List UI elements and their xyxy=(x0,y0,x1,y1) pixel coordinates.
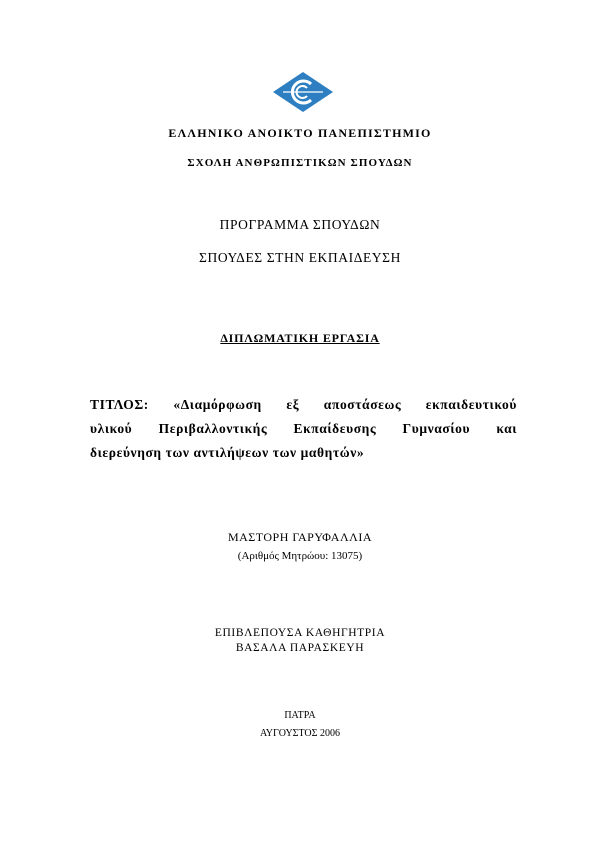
registration-number: (Αριθμός Μητρώου: 13075) xyxy=(237,550,363,562)
thesis-label: ΔΙΠΛΩΜΑΤΙΚΗ ΕΡΓΑΣΙΑ xyxy=(220,331,380,345)
university-name: ΕΛΛΗΝΙΚΟ ΑΝΟΙΚΤΟ ΠΑΝΕΠΙΣΤΗΜΙΟ xyxy=(168,126,432,140)
school-name: ΣΧΟΛΗ ΑΝΘΡΩΠΙΣΤΙΚΩΝ ΣΠΟΥΔΩΝ xyxy=(187,157,413,169)
supervisor-name: ΒΑΣΑΛΑ ΠΑΡΑΣΚΕΥΗ xyxy=(235,642,365,654)
program-label: ΠΡΟΓΡΑΜΜΑ ΣΠΟΥΔΩΝ xyxy=(219,217,381,232)
city: ΠΑΤΡΑ xyxy=(284,710,316,721)
author-name: ΜΑΣΤΟΡΗ ΓΑΡΥΦΑΛΛΙΑ xyxy=(227,530,373,544)
thesis-title xyxy=(90,393,517,465)
supervisor-label: ΕΠΙΒΛΕΠΟΥΣΑ ΚΑΘΗΓΗΤΡΙΑ xyxy=(214,627,386,639)
hellenic-open-university-logo-icon xyxy=(271,70,335,114)
thesis-title-line: διερεύνηση των αντιλήψεων των μαθητών» xyxy=(90,445,365,460)
program-field: ΣΠΟΥΔΕΣ ΣΤΗΝ ΕΚΠΑΙΔΕΥΣΗ xyxy=(199,250,401,265)
thesis-title-line: υλικού Περιβαλλοντικής Εκπαίδευσης Γυμνασίου και xyxy=(90,421,517,436)
thesis-title-line: ΤΙΤΛΟΣ: «Διαμόρφωση εξ αποστάσεως εκπαιδευτικού xyxy=(90,397,517,412)
date: ΑΥΓΟΥΣΤΟΣ 2006 xyxy=(260,728,340,739)
